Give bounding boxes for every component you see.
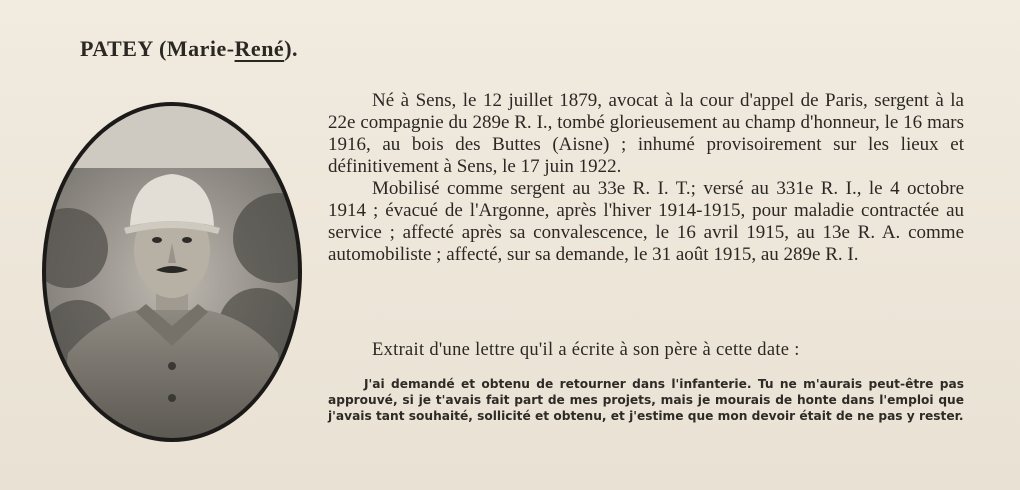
letter-extract	[328, 376, 964, 424]
letter-extract-heading: Extrait d'une lettre qu'il a écrite à son père à cette date :	[372, 340, 800, 360]
letter-extract-text: J'ai demandé et obtenu de retourner dans l'infanterie. Tu ne m'aurais peut-être pas approuvé, si je t'avais fait part de mes projets, mais je mourais de honte dans l'emploi que j'avais tant souhaité, sollicité et obtenu, et j'estime que mon devoir était de ne pas y rester.	[328, 377, 964, 423]
surname: PATEY	[80, 36, 153, 61]
biography-paragraph-2: Mobilisé comme sergent au 33e R. I. T.; versé au 331e R. I., le 4 octobre 1914 ; évacué de l'Argonne, après l'hiver 1914-1915, pour maladie contractée au service ; affecté après sa convalescence, le 16 avril 1915, au 13e R. A. comme automobiliste ; affecté, sur sa demande, le 31 août 1915, au 289e R. I.	[328, 178, 964, 265]
biography-paragraph-1: Né à Sens, le 12 juillet 1879, avocat à la cour d'appel de Paris, sergent à la 22e compagnie du 289e R. I., tombé glorieusement au champ d'honneur, le 16 mars 1916, au bois des Buttes (Aisne) ; inhumé provisoirement sur les lieux et définitivement à Sens, le 17 juin 1922.	[328, 90, 964, 177]
given-name-close: ).	[284, 36, 299, 61]
soldier-portrait-icon	[38, 98, 306, 446]
given-name-underlined: René	[234, 36, 285, 61]
biography-text	[328, 90, 964, 266]
given-name-open: (Marie-	[158, 36, 235, 61]
page-title	[80, 36, 298, 62]
